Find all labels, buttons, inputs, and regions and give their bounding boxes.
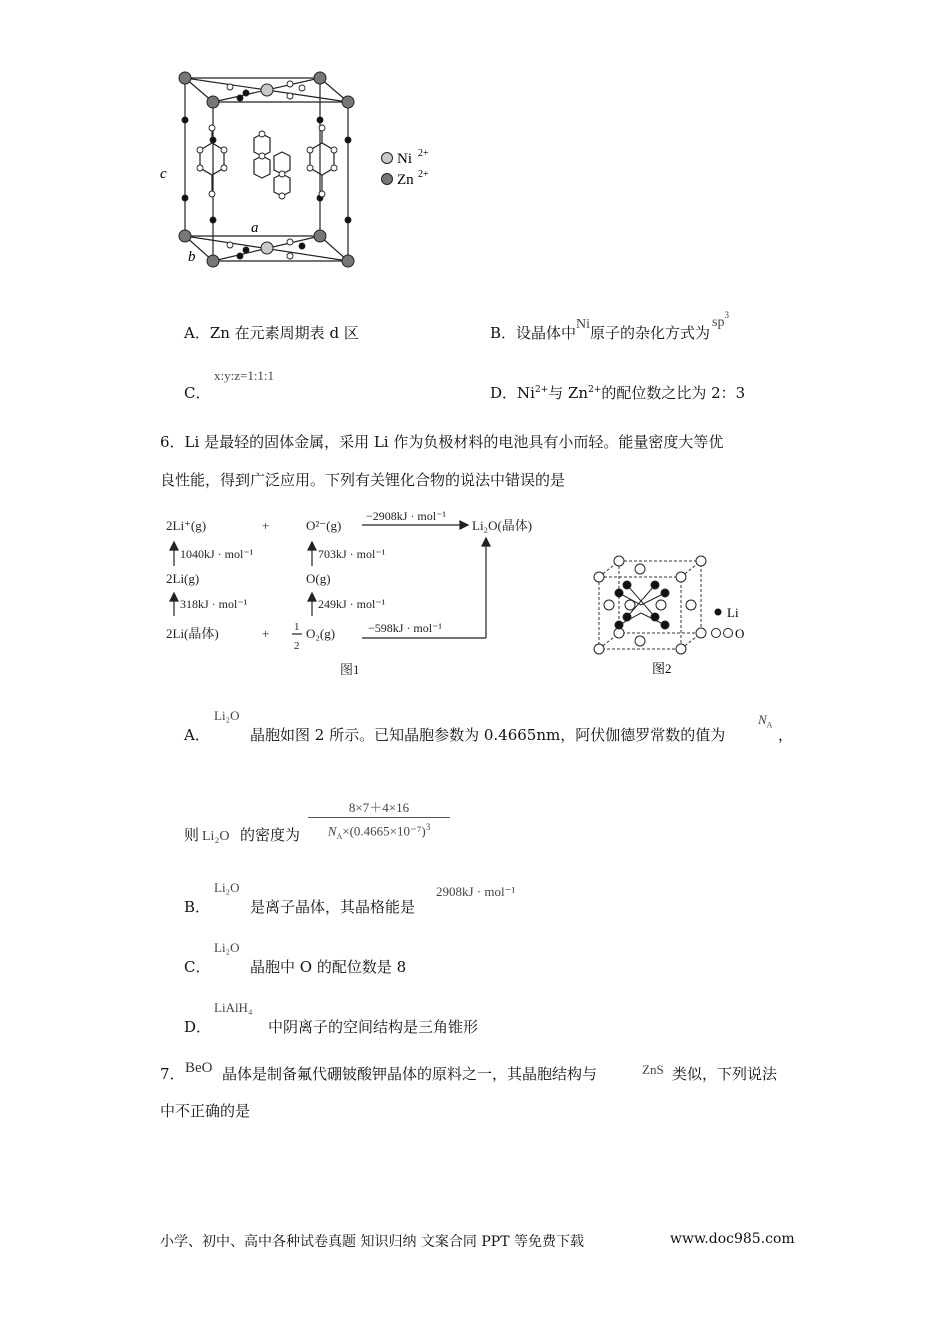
q6-option-b-formula: Li₂O bbox=[214, 880, 240, 895]
axis-b-label: b bbox=[188, 249, 196, 265]
q5-option-b bbox=[490, 310, 729, 344]
q5-option-d-sup2: 2+ bbox=[588, 385, 602, 395]
q7-formula-zns: ZnS bbox=[642, 1062, 664, 1077]
density-fraction-bar bbox=[308, 817, 450, 818]
q5-option-d-sup1: 2+ bbox=[534, 385, 549, 395]
density-denominator-n: N bbox=[327, 823, 337, 839]
q7-text2: 类似，下列说法 bbox=[672, 1065, 778, 1083]
q6-option-a-li2o: Li₂O bbox=[202, 829, 230, 844]
q7-formula-beo: BeO bbox=[185, 1060, 213, 1076]
q6-option-a-na bbox=[758, 712, 772, 730]
zn-legend-label: Zn bbox=[397, 172, 414, 188]
q7-text1: 晶体是制备氟代硼铍酸钾晶体的原料之一，其晶胞结构与 bbox=[222, 1065, 598, 1083]
ni-legend-marker bbox=[382, 153, 393, 164]
q5-option-c-label: C． bbox=[184, 384, 211, 402]
q6-option-c-formula: Li₂O bbox=[214, 940, 240, 955]
q6-option-b-text: 是离子晶体，其晶格能是 bbox=[250, 898, 416, 916]
fig1-row2-mid: O(g) bbox=[306, 571, 331, 586]
fig1-plus2: + bbox=[262, 626, 270, 641]
fig1-up1: 1040kJ · mol⁻¹ bbox=[180, 547, 254, 561]
q5-option-b-formula: sp bbox=[712, 315, 725, 330]
q5-option-c-formula: x:y:z=1:1:1 bbox=[214, 368, 275, 383]
q5-option-d-pre: D．Ni bbox=[490, 384, 535, 402]
q5-option-b-pre: B．设晶体中 bbox=[490, 324, 577, 342]
axis-a-label: a bbox=[251, 220, 259, 236]
zn-legend-marker bbox=[382, 174, 393, 185]
density-denominator-rest: ×(0.4665×10⁻⁷) bbox=[342, 823, 426, 839]
li-legend-marker bbox=[715, 609, 722, 616]
fig1-row2-left: 2Li(g) bbox=[166, 571, 200, 586]
q6-option-d-label: D． bbox=[184, 1018, 212, 1036]
fig1-row3-mid: O₂(g) bbox=[306, 626, 336, 641]
axis-c-label: c bbox=[160, 166, 167, 182]
q6-figure2-li2o-cell bbox=[585, 555, 755, 680]
fig1-half-num: 1 bbox=[294, 621, 300, 633]
q6-option-a-formula: Li₂O bbox=[214, 708, 240, 723]
q5-option-d-mid: 与 Zn bbox=[548, 384, 589, 402]
q6-option-a-na-letter: N bbox=[758, 712, 767, 727]
fig1-row3-left: 2Li(晶体) bbox=[166, 626, 219, 641]
fig1-row1-left: 2Li⁺(g) bbox=[166, 518, 207, 533]
q6-option-a-then: 则 bbox=[184, 826, 200, 844]
q5-option-b-post: 原子的杂化方式为 bbox=[590, 324, 711, 342]
fig1-caption: 图1 bbox=[340, 662, 360, 677]
q6-option-b-label: B． bbox=[184, 898, 211, 916]
q6-option-a-comma: ， bbox=[778, 726, 794, 744]
footer-text: 小学、初中、高中各种试卷真题 知识归纳 文案合同 PPT 等免费下载 bbox=[160, 1234, 584, 1250]
q6-option-a-label: A． bbox=[184, 726, 210, 744]
o-legend-marker bbox=[724, 629, 733, 638]
fig1-half-den: 2 bbox=[294, 640, 300, 652]
zn-legend-sup: 2+ bbox=[418, 169, 429, 180]
q6-stem-line2: 良性能，得到广泛应用。下列有关锂化合物的说法中错误的是 bbox=[160, 471, 566, 489]
q6-option-b-value: 2908kJ · mol⁻¹ bbox=[436, 884, 516, 899]
q6-option-a-density: 的密度为 bbox=[240, 826, 301, 844]
fig1-plus1: + bbox=[262, 518, 270, 533]
fig2-caption: 图2 bbox=[652, 661, 672, 676]
q5-option-d-post: 的配位数之比为 2：3 bbox=[601, 384, 746, 402]
density-denominator bbox=[308, 822, 450, 841]
density-denominator-sub: A bbox=[336, 831, 343, 841]
q6-option-a-na-sub: A bbox=[766, 720, 773, 730]
fig2-legend-o: O bbox=[735, 626, 745, 641]
q6-figure1-born-haber bbox=[160, 508, 560, 683]
density-numerator: 8×7＋4×16 bbox=[348, 800, 410, 815]
q6-option-a-text: 晶胞如图 2 所示。已知晶胞参数为 0.4665nm，阿伏伽德罗常数的值为 bbox=[250, 726, 726, 744]
fig1-product: Li₂O(晶体) bbox=[472, 518, 533, 533]
fig1-row1-mid: O²⁻(g) bbox=[306, 518, 342, 533]
density-denominator-exp: 3 bbox=[425, 822, 431, 832]
q5-option-a: A．Zn 在元素周期表 d 区 bbox=[184, 324, 359, 342]
q5-option-d bbox=[490, 384, 745, 402]
q6-option-c-text: 晶胞中 O 的配位数是 8 bbox=[250, 958, 407, 976]
q6-option-c-label: C． bbox=[184, 958, 211, 976]
q6-option-d-formula: LiAlH₄ bbox=[214, 1000, 253, 1015]
ni-legend-label: Ni bbox=[397, 151, 412, 167]
q6-stem-line1: 6．Li 是最轻的固体金属，采用 Li 作为负极材料的电池具有小而轻。能量密度大等优 bbox=[160, 433, 724, 451]
fig1-arrow-top-label: −2908kJ · mol⁻¹ bbox=[366, 509, 447, 523]
q7-line2: 中不正确的是 bbox=[160, 1102, 251, 1120]
q5-option-b-ni: Ni bbox=[576, 317, 591, 332]
footer-url[interactable]: www.doc985.com bbox=[670, 1231, 795, 1247]
fig1-up2: 703kJ · mol⁻¹ bbox=[318, 547, 386, 561]
q7-number: 7． bbox=[160, 1065, 185, 1083]
fig2-legend-li: Li bbox=[727, 605, 739, 620]
q5-option-b-sup: 3 bbox=[724, 310, 729, 320]
q6-option-d-text: 中阴离子的空间结构是三角锥形 bbox=[268, 1018, 479, 1036]
ni-legend-sup: 2+ bbox=[418, 148, 429, 159]
fig1-up3: 318kJ · mol⁻¹ bbox=[180, 597, 248, 611]
q5-crystal-figure bbox=[150, 60, 450, 280]
fig1-arrow-bottom-label: −598kJ · mol⁻¹ bbox=[368, 621, 443, 635]
fig1-up4: 249kJ · mol⁻¹ bbox=[318, 597, 386, 611]
